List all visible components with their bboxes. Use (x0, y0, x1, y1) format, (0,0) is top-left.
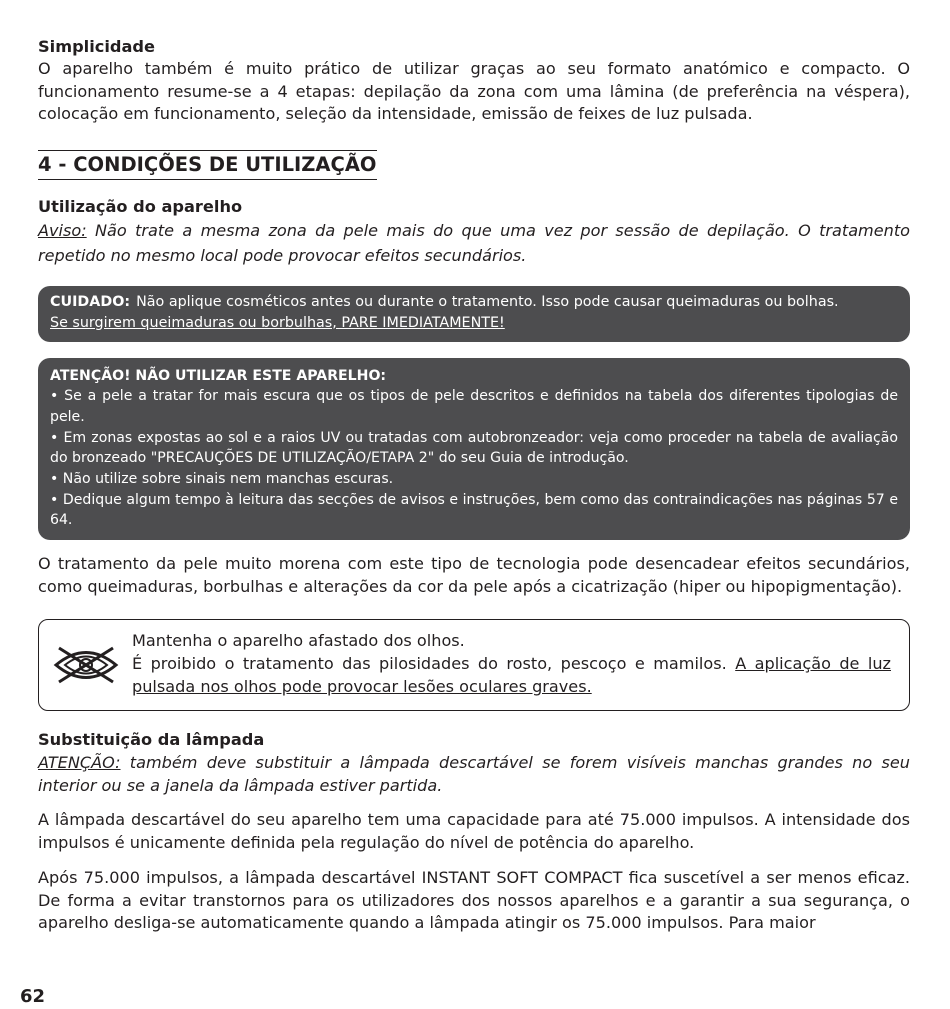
lamp-notice-label: ATENÇÃO: (38, 753, 121, 773)
warning-item: • Se a pele a tratar for mais escura que os tipos de pele descritos e definidos na tabela dos diferentes tipologias de pele. (50, 388, 898, 425)
eye-line-2 (132, 652, 891, 698)
warning-item: • Em zonas expostas ao sol e a raios UV ou tratadas com autobronzeador: veja como proceder na tabela de avaliação do bronzeado "PRECAUÇÕES DE UTILIZAÇÃO/ETAPA 2" do seu Guia de introdução. (50, 429, 898, 467)
caution-underlined: Se surgirem queimaduras ou borbulhas, PARE IMEDIATAMENTE! (50, 314, 505, 331)
warning-title: ATENÇÃO! NÃO UTILIZAR ESTE APARELHO: (50, 367, 387, 384)
dark-skin-text: O tratamento da pele muito morena com este tipo de tecnologia pode desencadear efeitos secundários, como queimaduras, borbulhas e alterações da cor da pele após a cicatrização (hiper ou hipopigmentação). (38, 554, 910, 596)
eye-underlined: A aplicação de luz pulsada nos olhos pode provocar lesões oculares graves. (132, 654, 891, 697)
warning-item: • Dedique algum tempo à leitura das secções de avisos e instruções, bem como das contraindicações nas páginas 57 e 64. (50, 491, 898, 529)
warning-box (38, 358, 910, 541)
crossed-eye-icon (53, 644, 119, 686)
lamp-para-2: Após 75.000 impulsos, a lâmpada descartável INSTANT SOFT COMPACT fica suscetível a ser menos eficaz. De forma a evitar transtornos para os utilizadores dos nossos aparelhos e a garantir a sua segurança, o aparelho desliga-se automaticamente quando a lâmpada atingir os 75.000 impulsos. Para maior (38, 868, 910, 933)
warning-item: • Não utilize sobre sinais nem manchas escuras. (50, 471, 394, 488)
simplicity-text: O aparelho também é muito prático de utilizar graças ao seu formato anatómico e compacto. O funcionamento resume-se a 4 etapas: depilação da zona com uma lâmina (de preferência na véspera), colocação em funcionamento, seleção da intensidade, emissão de feixes de luz pulsada. (38, 59, 910, 123)
caution-text: Não aplique cosméticos antes ou durante o tratamento. Isso pode causar queimaduras ou bolhas. (136, 293, 839, 310)
eye-line-1: Mantenha o aparelho afastado dos olhos. (132, 631, 465, 651)
notice-label: Aviso: (38, 220, 87, 240)
lamp-notice (38, 751, 910, 797)
usage-notice (38, 218, 910, 268)
eye-warning-box (38, 619, 910, 711)
simplicity-heading: Simplicidade (38, 37, 155, 56)
eye-prohibition: É proibido o tratamento das pilosidades do rosto, pescoço e mamilos. (132, 654, 736, 674)
caution-label: CUIDADO: (50, 293, 131, 310)
page-number: 62 (20, 986, 46, 1007)
usage-heading: Utilização do aparelho (38, 196, 243, 216)
lamp-notice-text: também deve substituir a lâmpada descartável se forem visíveis manchas grandes no seu interior ou se a janela da lâmpada estiver partida. (38, 753, 910, 796)
notice-text: Não trate a mesma zona da pele mais do que uma vez por sessão de depilação. O tratamento repetido no mesmo local pode provocar efeitos secundários. (38, 220, 910, 265)
lamp-heading: Substituição da lâmpada (38, 730, 265, 750)
caution-box (38, 286, 910, 342)
lamp-para-1: A lâmpada descartável do seu aparelho tem uma capacidade para até 75.000 impulsos. A intensidade dos impulsos é unicamente definida pela regulação do nível de potência do aparelho. (38, 810, 910, 852)
eye-warning-text (132, 629, 891, 698)
manual-page (38, 36, 910, 935)
section-title: 4 - CONDIÇÕES DE UTILIZAÇÃO (38, 150, 377, 180)
section-title-wrap (38, 150, 910, 180)
